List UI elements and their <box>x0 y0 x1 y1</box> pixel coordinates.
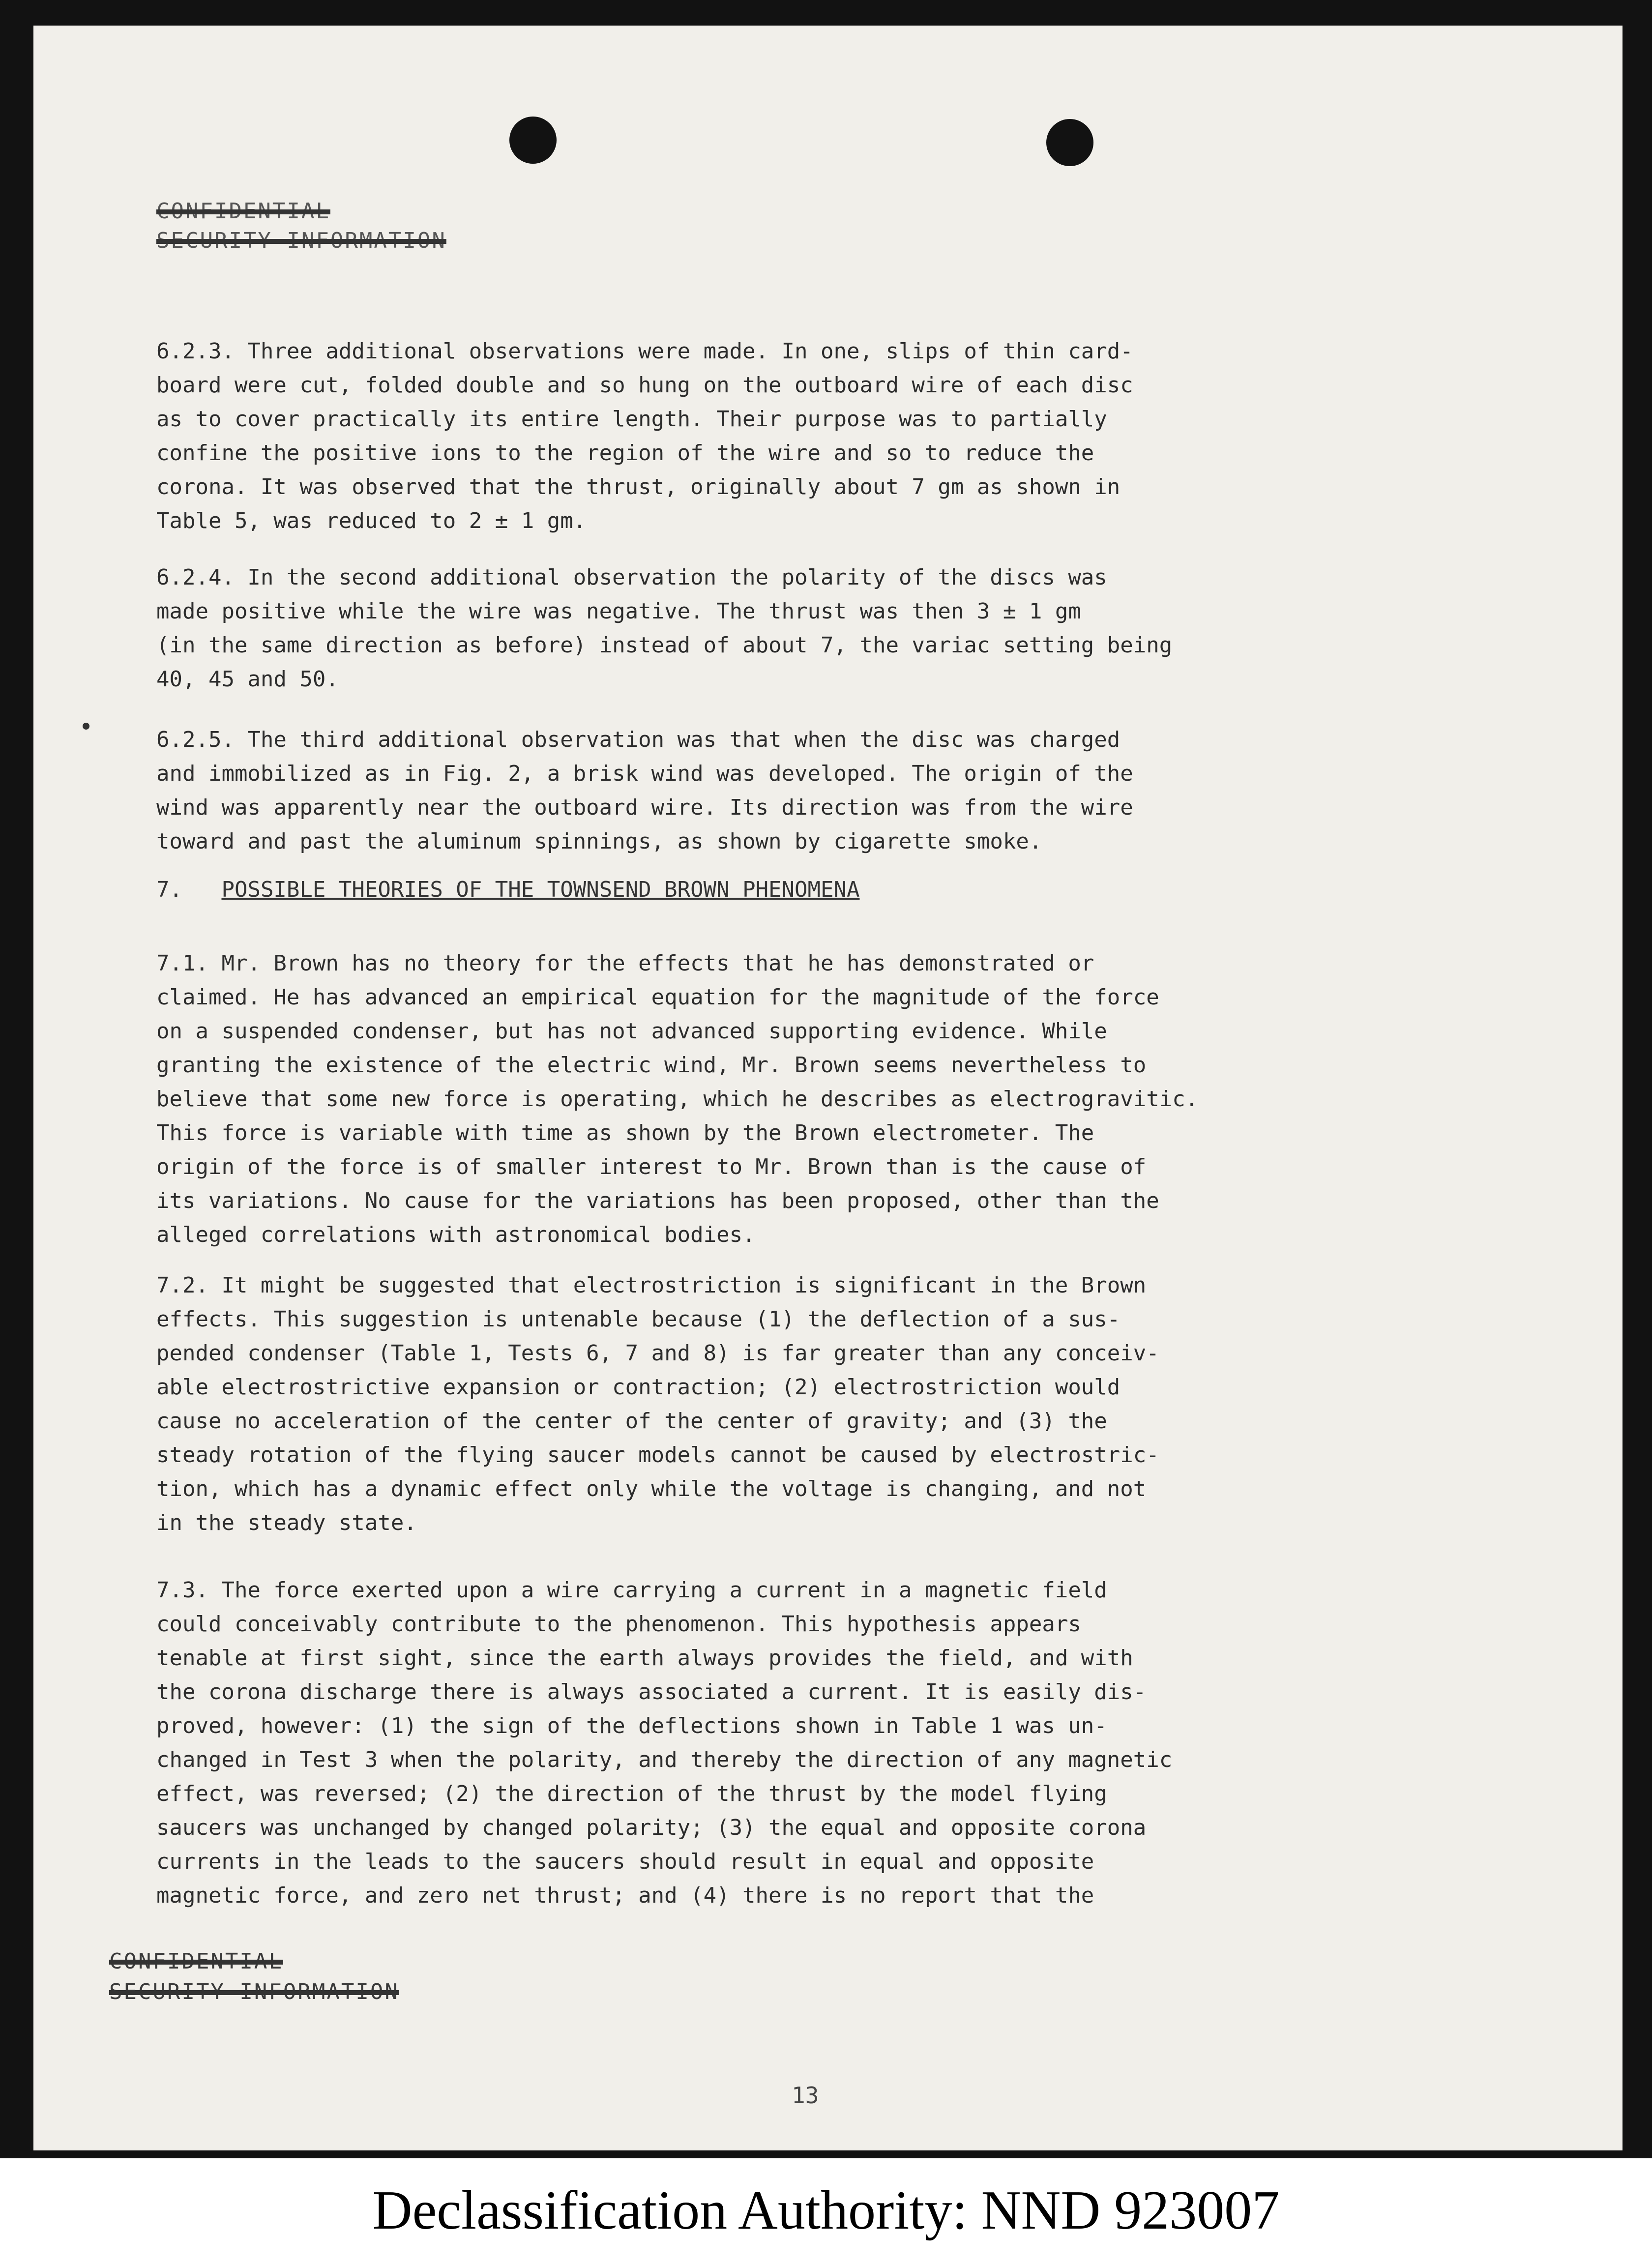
footer-classification-line2: SECURITY INFORMATION <box>109 1979 399 2004</box>
paragraph-7-2: 7.2. It might be suggested that electrostriction is significant in the Brown effects. This suggestion is untenable because (1) the deflection of a sus- pended condenser (Table 1, Tests 6, 7 and 8) is far greater than any conceiv- able electrostrictive expansion or contraction; (2) electrostriction would cause no acceleration of the center of the center of gravity; and (3) the steady rotation of the flying saucer models cannot be caused by electrostric- tion, which has a dynamic effect only while the voltage is changing, and not in the steady state. <box>156 1273 1159 1535</box>
paragraph-6-2-3: 6.2.3. Three additional observations were made. In one, slips of thin card- board were cut, folded double and so hung on the outboard wire of each disc as to cover practically its entire length. Their purpose was to partially confine the positive ions to the region of the wire and so to reduce the corona. It was observed that the thrust, originally about 7 gm as shown in Table 5, was reduced to 2 ± 1 gm. <box>156 339 1133 533</box>
header-classification-line1: CONFIDENTIAL <box>156 199 330 224</box>
paragraph-7-3: 7.3. The force exerted upon a wire carrying a current in a magnetic field could conceivably contribute to the phenomenon. This hypothesis appears tenable at first sight, since the earth always provides the field, and with the corona discharge there is always associated a current. It is easily dis- proved, however: (1) the sign of the deflections shown in Table 1 was un- changed in Test 3 when the polarity, and thereby the direction of any magnetic effect, was reversed; (2) the direction of the thrust by the model flying saucers was unchanged by changed polarity; (3) the equal and opposite corona currents in the leads to the saucers should result in equal and opposite magnetic force, and zero net thrust; and (4) there is no report that the <box>156 1578 1173 1908</box>
punch-hole-left <box>509 117 557 164</box>
paragraph-6-2-4: 6.2.4. In the second additional observation the polarity of the discs was made positive while the wire was negative. The thrust was then 3 ± 1 gm (in the same direction as before) instead of about 7, the variac setting being 40, 45 and 50. <box>156 565 1173 692</box>
punch-hole-right <box>1046 119 1093 166</box>
page-number: 13 <box>792 2082 819 2109</box>
footer-classification-line1: CONFIDENTIAL <box>109 1949 283 1974</box>
paragraph-7-1: 7.1. Mr. Brown has no theory for the effects that he has demonstrated or claimed. He has advanced an empirical equation for the magnitude of the force on a suspended condenser, but has not advanced supporting evidence. While granting the existence of the electric wind, Mr. Brown seems nevertheless to believe that some new force is operating, which he describes as electrogravitic. This force is variable with time as shown by the Brown electrometer. The origin of the force is of smaller interest to Mr. Brown than is the cause of its variations. No cause for the variations has been proposed, other than the alleged correlations with astronomical bodies. <box>156 951 1199 1247</box>
declassification-authority: Declassification Authority: NND 923007 <box>372 2180 1280 2241</box>
header-classification-line2: SECURITY INFORMATION <box>156 228 446 253</box>
section-heading-7 <box>156 873 860 907</box>
declassification-band <box>0 2158 1652 2264</box>
section-number: 7. <box>156 877 182 902</box>
paragraph-6-2-5: 6.2.5. The third additional observation was that when the disc was charged and immobilized as in Fig. 2, a brisk wind was developed. The origin of the wind was apparently near the outboard wire. Its direction was from the wire toward and past the aluminum spinnings, as shown by cigarette smoke. <box>156 727 1133 854</box>
margin-mark <box>83 723 89 730</box>
section-title: POSSIBLE THEORIES OF THE TOWNSEND BROWN PHENOMENA <box>221 877 860 902</box>
